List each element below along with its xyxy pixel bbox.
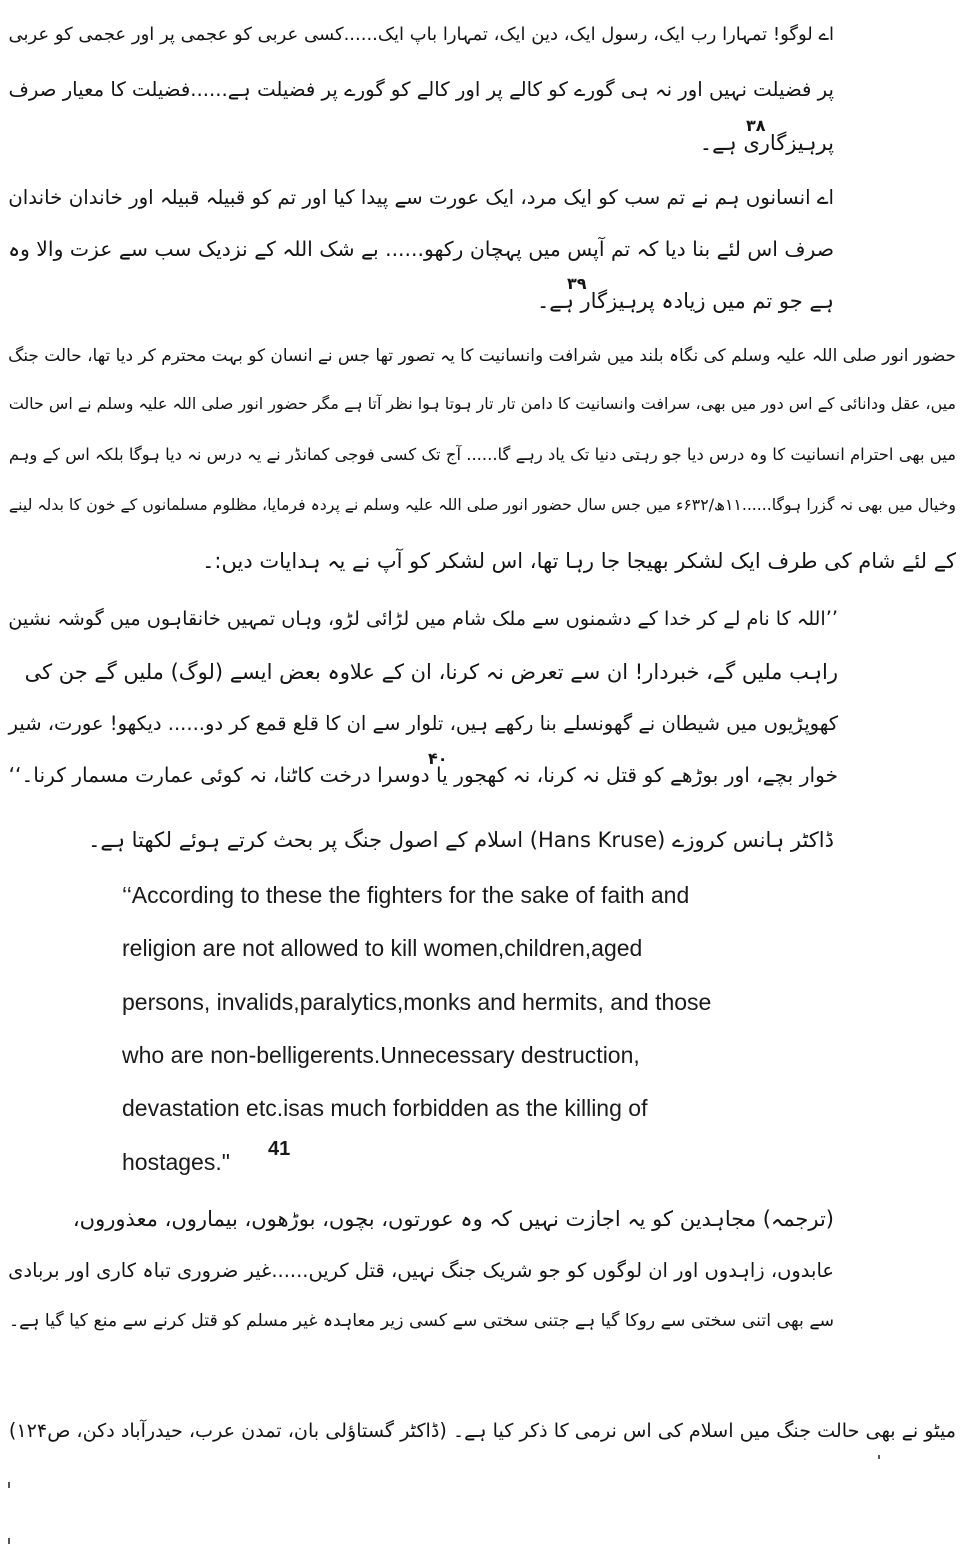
english-quote-line-2: religion are not allowed to kill women,children,aged — [122, 935, 643, 961]
english-quote-line-6: hostages." — [122, 1149, 230, 1175]
paragraph-line-1: حضور انور صلی اللہ علیہ وسلم کی نگاہ بلند میں شرافت وانسانیت کا یہ تصور تھا جس نے انسان کو بہت محترم کر دیا تھا، حالت جنگ — [8, 345, 956, 365]
intro-line: ڈاکٹر ہانس کروزے (Hans Kruse) اسلام کے اصول جنگ پر بحث کرتے ہوئے لکھتا ہے۔ — [88, 828, 834, 852]
translation-line-2: عابدوں، زاہدوں اور ان لوگوں کو جو شریک جنگ نہیں، قتل کریں......غیر ضروری تباہ کاری اور بربادی — [8, 1259, 834, 1282]
english-quote-line-1: ‘‘According to these the fighters for the sake of faith and — [122, 882, 690, 908]
scan-mark — [8, 1482, 10, 1488]
translation-line-1: (ترجمہ) مجاہدین کو یہ اجازت نہیں کہ وہ عورتوں، بچوں، بوڑھوں، بیماروں، معذوروں، — [72, 1207, 834, 1231]
english-quote-line-4: who are non-belligerents.Unnecessary destruction, — [122, 1042, 640, 1068]
hadith-quote-line-1: اے لوگو! تمہارا رب ایک، رسول ایک، دین ایک، تمہارا باپ ایک......کسی عربی کو عجمی پر اور عجمی کو عربی — [8, 24, 834, 45]
paragraph-line-4: وخیال میں بھی نہ گزرا ہوگا......۱۱ھ/۶۳۲ء میں جس سال حضور انور صلی اللہ علیہ وسلم نے پردہ فرمایا، مظلوم مسلمانوں کے خون کا بدلہ لینے — [8, 495, 956, 514]
instructions-line-1: ’’اللہ کا نام لے کر خدا کے دشمنوں سے ملک شام میں لڑائی لڑو، وہاں تمہیں خانقاہوں میں گوشہ نشین — [8, 607, 838, 630]
scan-mark — [8, 1538, 10, 1544]
instructions-line-3: کھوپڑیوں میں شیطان نے گھونسلے بنا رکھے ہیں، تلوار سے ان کا قلع قمع کر دو...... دیکھو! عورت، شیر — [8, 712, 838, 735]
paragraph-line-5: کے لئے شام کی طرف ایک لشکر بھیجا جا رہا تھا، اس لشکر کو آپ نے یہ ہدایات دیں:۔ — [202, 549, 956, 573]
english-quote-line-3: persons, invalids,paralytics,monks and hermits, and those — [122, 989, 712, 1015]
english-quote-line-5: devastation etc.isas much forbidden as the killing of — [122, 1095, 648, 1121]
footnote-38: ۳۸ — [746, 116, 766, 135]
quran-quote-line-1: اے انسانوں ہم نے تم سب کو ایک مرد، ایک عورت سے پیدا کیا اور تم کو قبیلہ قبیلہ اور خاندان خاندان — [8, 186, 834, 209]
scan-mark — [878, 1455, 880, 1459]
quran-quote-line-3: ہے جو تم میں زیادہ پرہیزگار ہے۔ — [536, 289, 834, 313]
instructions-line-4: خوار بچے، اور بوڑھے کو قتل نہ کرنا، نہ کھجور یا دوسرا درخت کاٹنا، نہ کوئی عمارت مسمار کرنا۔‘‘ — [8, 763, 838, 787]
footnote-39: ۳۹ — [567, 274, 587, 293]
hadith-quote-line-2: پر فضیلت نہیں اور نہ ہی گورے کو کالے پر اور کالے کو گورے پر فضیلت ہے......فضیلت کا معیار صرف — [8, 78, 834, 101]
footnote-40: ۴۰ — [428, 749, 448, 768]
bottom-note: میٹو نے بھی حالت جنگ میں اسلام کی اس نرمی کا ذکر کیا ہے۔ (ڈاکٹر گستاؤلی بان، تمدن عرب، حیدرآباد دکن، ص۱۲۴) — [8, 1419, 956, 1442]
hadith-quote-line-3: پرہیزگاری ہے۔ — [699, 131, 834, 155]
paragraph-line-3: میں بھی احترام انسانیت کا وہ درس دیا جو رہتی دنیا تک یاد رہے گا...... آج تک کسی فوجی کمانڈر نے یہ درس نہ دیا ہوگا بلکہ اس کے وہم — [8, 445, 956, 464]
quran-quote-line-2: صرف اس لئے بنا دیا کہ تم آپس میں پہچان رکھو...... بے شک اللہ کے نزدیک سب سے عزت والا وہ — [8, 237, 834, 261]
footnote-41: 41 — [268, 1138, 291, 1160]
instructions-line-2: راہب ملیں گے، خبردار! ان سے تعرض نہ کرنا، ان کے علاوہ بعض ایسے (لوگ) ملیں گے جن کی — [24, 660, 838, 684]
paragraph-line-2: میں، عقل ودانائی کے اس دور میں بھی، سرافت وانسانیت کا دامن تار تار ہوتا ہوا نظر آتا ہے مگر حضور انور صلی اللہ علیہ وسلم نے اس حالت — [8, 394, 956, 413]
translation-line-3: سے بھی اتنی سختی سے روکا گیا ہے جتنی سختی سے کسی زیر معاہدہ غیر مسلم کو قتل کرنے سے منع کیا گیا ہے۔ — [8, 1311, 834, 1331]
